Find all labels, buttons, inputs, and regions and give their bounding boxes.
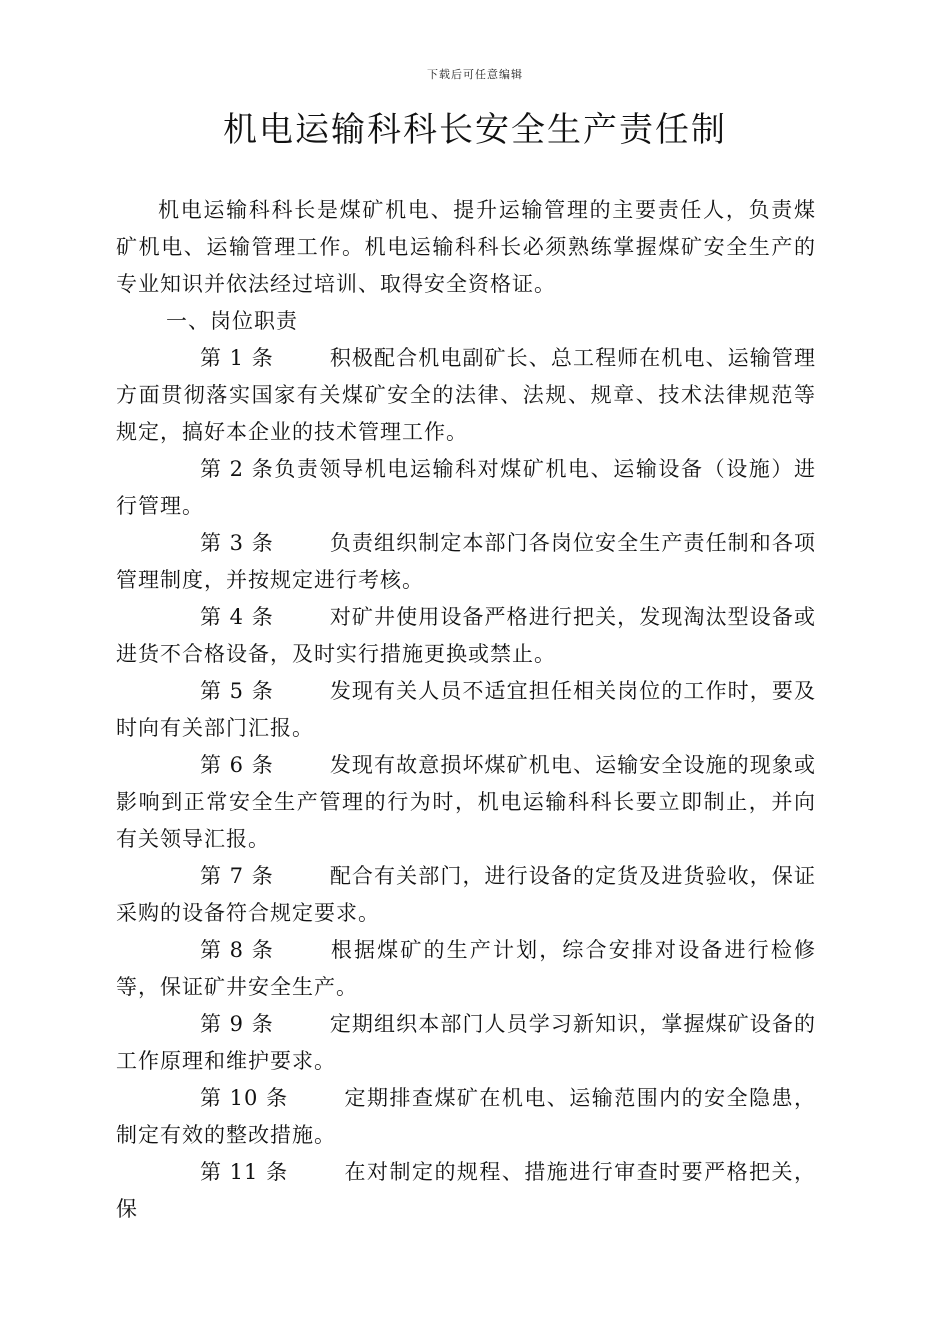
article-number: 第 7 条 <box>200 864 274 888</box>
article-text: 配合有关部门，进行设备的定货及进货验收，保证采购的设备符合规定要求。 <box>116 864 816 925</box>
article-text: 负责领导机电运输科对煤矿机电、运输设备（设施）进行管理。 <box>116 457 816 518</box>
article-number: 第 8 条 <box>200 938 274 962</box>
article-text: 发现有关人员不适宜担任相关岗位的工作时，要及时向有关部门汇报。 <box>116 679 816 740</box>
article-6 <box>116 747 816 858</box>
article-number: 第 9 条 <box>200 1012 274 1036</box>
article-number: 第 3 条 <box>200 531 274 555</box>
article-text: 负责组织制定本部门各岗位安全生产责任制和各项管理制度，并按规定进行考核。 <box>116 531 816 592</box>
page-header: 下载后可任意编辑 <box>427 68 523 81</box>
article-text: 对矿井使用设备严格进行把关，发现淘汰型设备或进货不合格设备，及时实行措施更换或禁止。 <box>116 605 816 666</box>
article-text: 根据煤矿的生产计划，综合安排对设备进行检修等，保证矿井安全生产。 <box>116 938 816 999</box>
article-text: 在对制定的规程、措施进行审查时要严格把关，保 <box>116 1160 816 1221</box>
article-text: 发现有故意损坏煤矿机电、运输安全设施的现象或影响到正常安全生产管理的行为时，机电运输科科长要立即制止，并向有关领导汇报。 <box>116 753 816 851</box>
article-number: 第 2 条 <box>200 457 274 481</box>
article-number: 第 11 条 <box>200 1160 289 1184</box>
article-11 <box>116 1154 816 1228</box>
article-7 <box>116 858 816 932</box>
document-body <box>116 192 816 1228</box>
article-number: 第 10 条 <box>200 1086 289 1110</box>
article-4 <box>116 599 816 673</box>
section-heading: 一、岗位职责 <box>166 309 298 333</box>
article-number: 第 1 条 <box>200 346 274 370</box>
article-2 <box>116 451 816 525</box>
article-text: 定期排查煤矿在机电、运输范围内的安全隐患，制定有效的整改措施。 <box>116 1086 816 1147</box>
intro-paragraph: 机电运输科科长是煤矿机电、提升运输管理的主要责任人，负责煤矿机电、运输管理工作。机电运输科科长必须熟练掌握煤矿安全生产的专业知识并依法经过培训、取得安全资格证。 <box>116 198 816 296</box>
article-1 <box>116 340 816 451</box>
article-10 <box>116 1080 816 1154</box>
article-9 <box>116 1006 816 1080</box>
article-5 <box>116 673 816 747</box>
article-number: 第 4 条 <box>200 605 274 629</box>
article-8 <box>116 932 816 1006</box>
article-text: 积极配合机电副矿长、总工程师在机电、运输管理方面贯彻落实国家有关煤矿安全的法律、法规、规章、技术法律规范等规定，搞好本企业的技术管理工作。 <box>116 346 816 444</box>
article-number: 第 5 条 <box>200 679 274 703</box>
article-text: 定期组织本部门人员学习新知识，掌握煤矿设备的工作原理和维护要求。 <box>116 1012 816 1073</box>
article-3 <box>116 525 816 599</box>
document-title: 机电运输科科长安全生产责任制 <box>223 110 727 150</box>
article-number: 第 6 条 <box>200 753 274 777</box>
